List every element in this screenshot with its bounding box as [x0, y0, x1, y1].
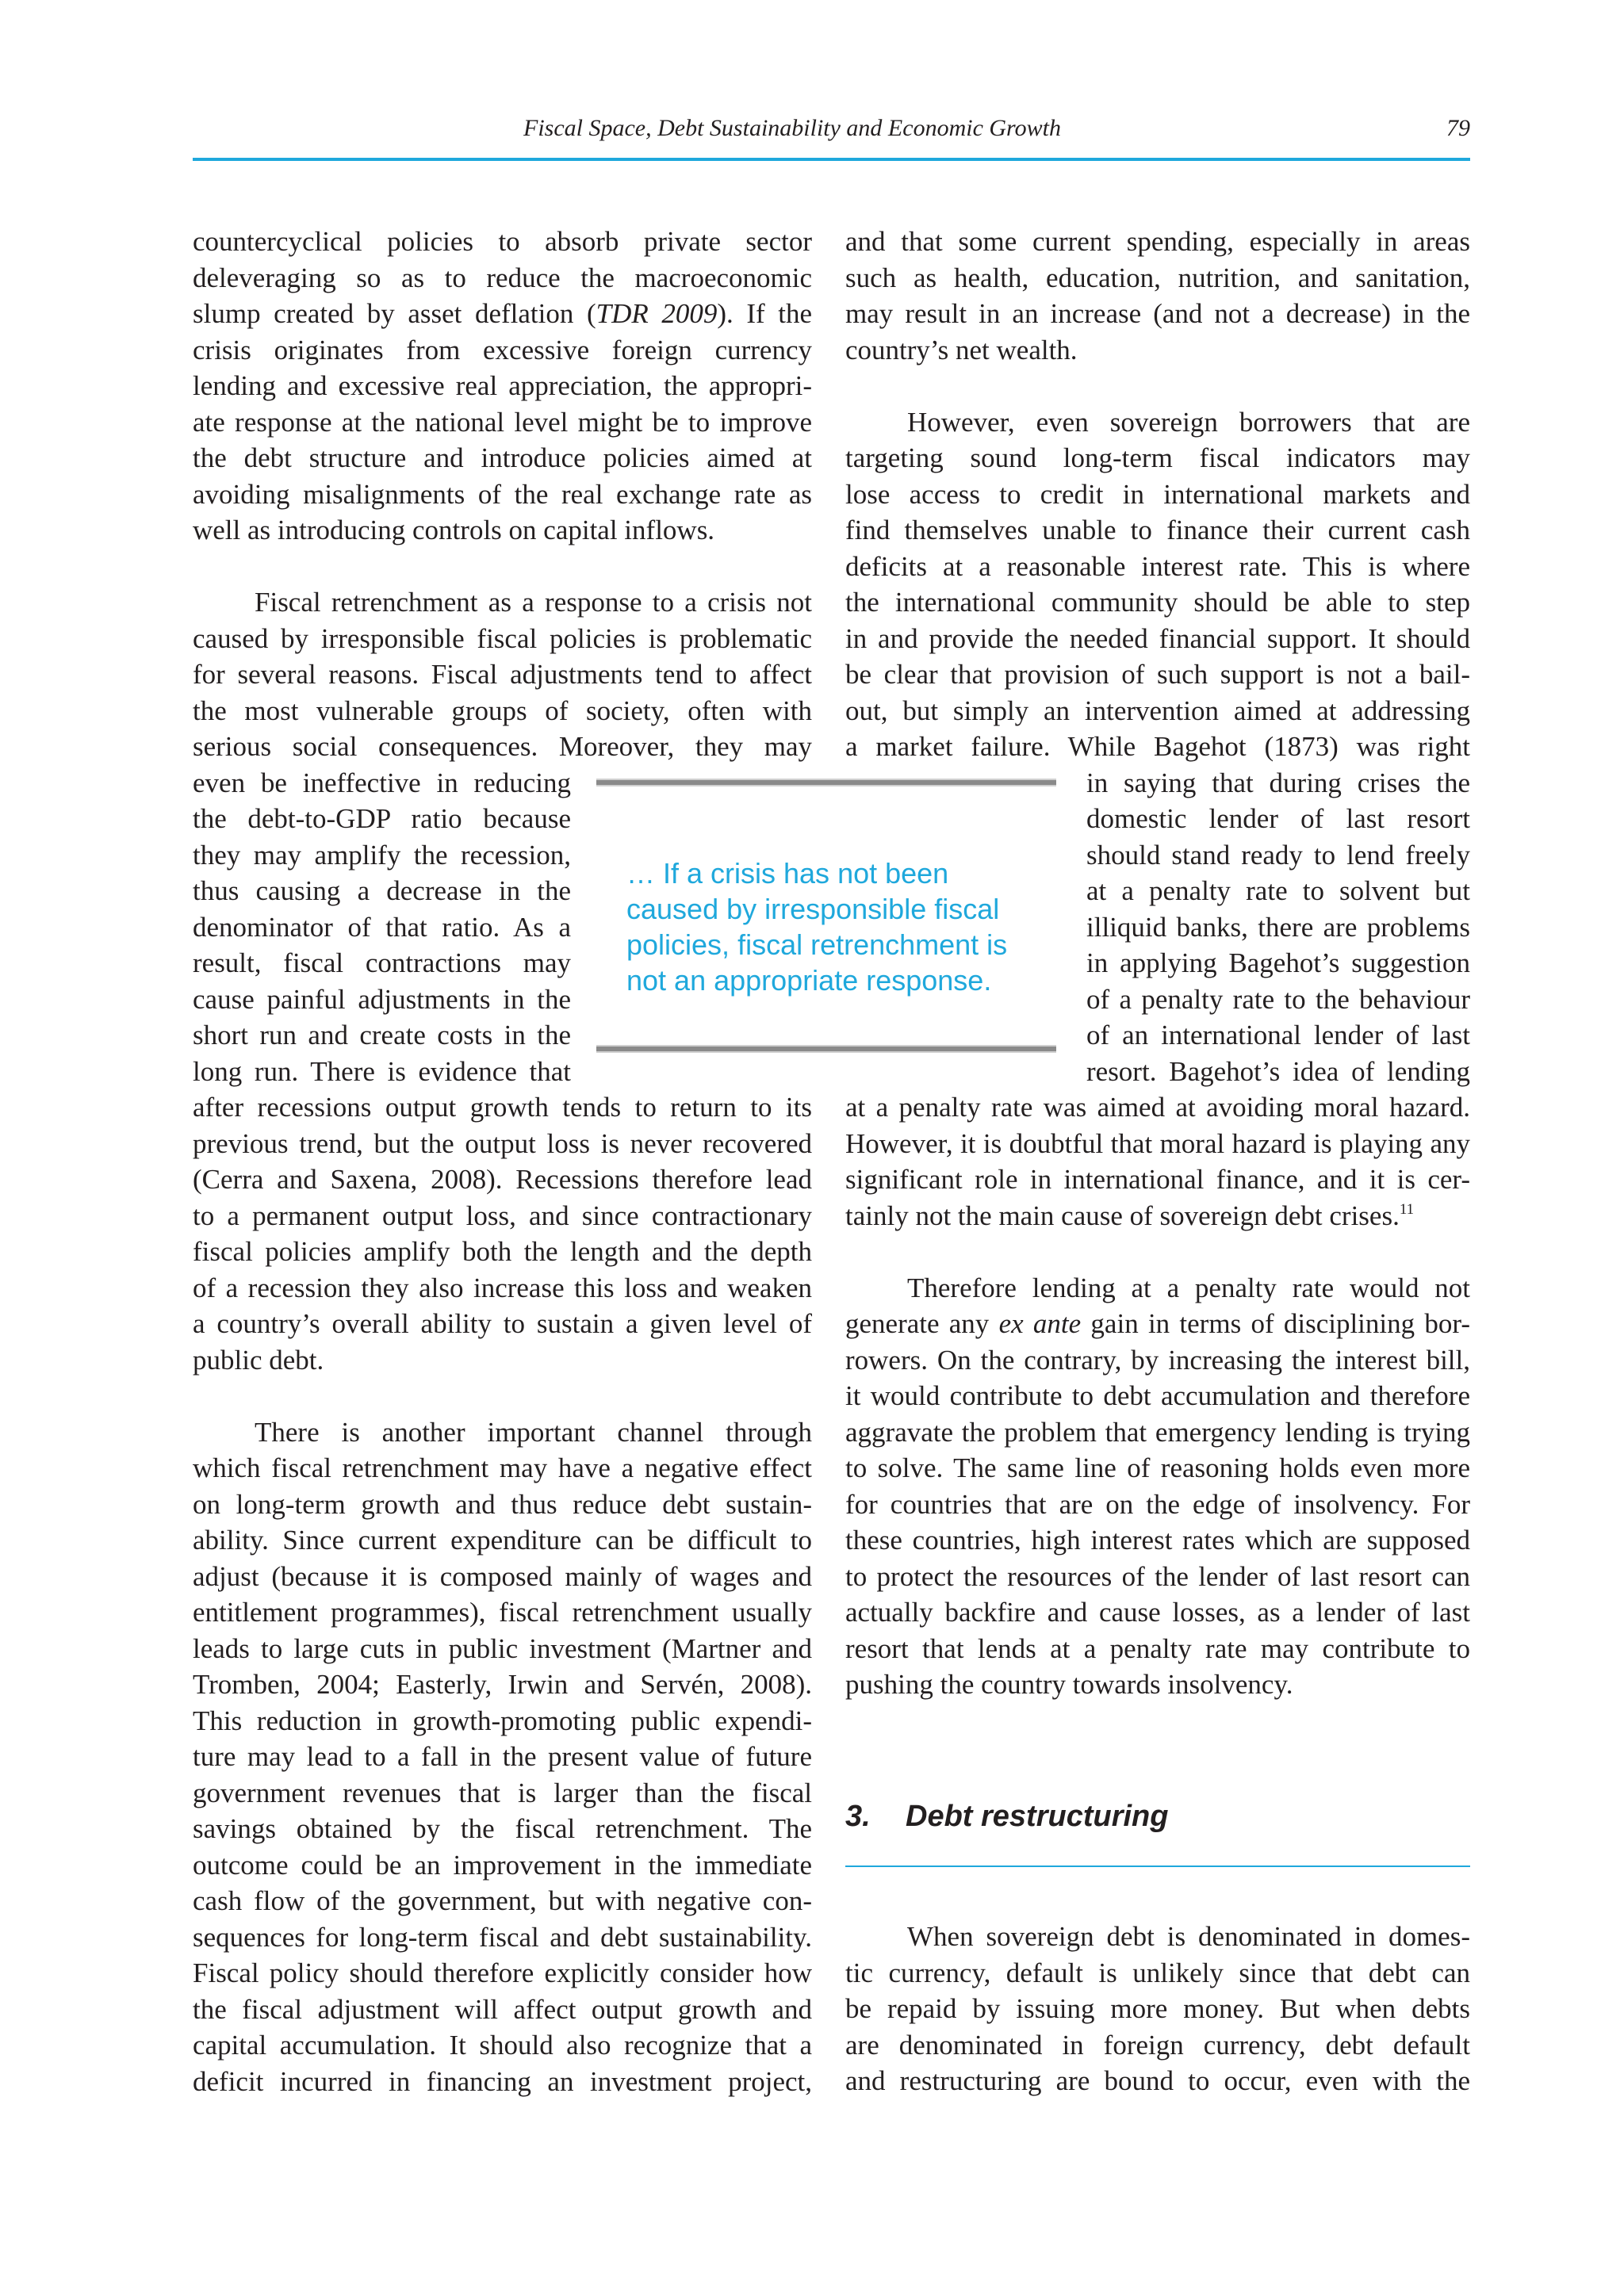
- text-line: denominator of that ratio. As a: [193, 911, 571, 943]
- running-header-title: Fiscal Space, Debt Sustainability and Economic Growth: [523, 115, 1061, 141]
- text-line: avoiding misalignments of the real exchange rate as: [193, 478, 812, 510]
- text-line: entitlement programmes), fiscal retrenchment usually: [193, 1597, 812, 1628]
- left-column-wrap: [193, 765, 571, 1090]
- text-line: pushing the country towards insolvency.: [845, 1669, 1293, 1700]
- footnote-marker: 11: [1399, 1200, 1415, 1218]
- text-line: may result in an increase (and not a decrease) in the: [845, 298, 1470, 329]
- text-line: in and provide the needed financial support. It should: [845, 622, 1470, 654]
- text-line: long run. There is evidence that: [193, 1055, 571, 1087]
- text-line: deficit incurred in financing an investment project,: [193, 2065, 812, 2097]
- right-column-wrap: [1086, 765, 1470, 1090]
- text-line: after recessions output growth tends to return to its: [193, 1092, 812, 1123]
- paragraph-gap: [845, 368, 1470, 404]
- paragraph-gap: [845, 1234, 1470, 1270]
- text-line: ate response at the national level might be to improve: [193, 406, 812, 438]
- text-line: a market failure. While Bagehot (1873) was right: [845, 731, 1470, 762]
- text-line: to solve. The same line of reasoning holds even more: [845, 1452, 1470, 1483]
- right-column-bottom: [845, 1089, 1470, 1703]
- text-line: well as introducing controls on capital inflows.: [193, 515, 715, 545]
- text-line: Therefore lending at a penalty rate would not: [907, 1272, 1470, 1303]
- text-line: significant role in international finance, and it is cer-: [845, 1164, 1470, 1195]
- text-line: they may amplify the recession,: [193, 839, 571, 871]
- text-line: for countries that are on the edge of insolvency. For: [845, 1488, 1470, 1520]
- pull-quote-line: policies, fiscal retrenchment is: [626, 928, 1008, 961]
- text-line: However, even sovereign borrowers that are: [907, 406, 1470, 438]
- text-line: for several reasons. Fiscal adjustments tend to affect: [193, 659, 812, 690]
- text-line: be repaid by issuing more money. But when debts: [845, 1993, 1470, 2024]
- text-line: countercyclical policies to absorb private sector: [193, 226, 812, 257]
- text-line: thus causing a decrease in the: [193, 875, 571, 906]
- text-line: a country’s overall ability to sustain a given level of: [193, 1308, 812, 1339]
- text-line: of an international lender of last: [1086, 1020, 1470, 1050]
- text-line: actually backfire and cause losses, as a lender of last: [845, 1597, 1470, 1628]
- section-heading: [845, 1800, 1168, 1834]
- text-line: sequences for long-term fiscal and debt sustainability.: [193, 1921, 812, 1953]
- text-line: the most vulnerable groups of society, often with: [193, 695, 812, 726]
- text-line: should stand ready to lend freely: [1086, 839, 1470, 871]
- pull-quote-line: caused by irresponsible fiscal: [626, 893, 1000, 925]
- text-line: on long-term growth and thus reduce debt sustain-: [193, 1488, 812, 1520]
- text-line: There is another important channel through: [255, 1416, 812, 1448]
- text-line: resort. Bagehot’s idea of lending: [1086, 1055, 1470, 1087]
- section-number: 3.: [845, 1800, 871, 1833]
- text-line: caused by irresponsible fiscal policies is problematic: [193, 622, 812, 654]
- text-line: government revenues that is larger than the fiscal: [193, 1777, 812, 1808]
- paragraph-gap: [193, 549, 812, 585]
- pull-quote: [596, 779, 1056, 1058]
- text-line: short run and create costs in the: [193, 1020, 571, 1050]
- text-line: find themselves unable to finance their current cash: [845, 515, 1470, 545]
- text-line: However, it is doubtful that moral hazard is playing any: [845, 1127, 1470, 1159]
- text-line: ability. Since current expenditure can be difficult to: [193, 1525, 812, 1556]
- text-line: and restructuring are bound to occur, even with the: [845, 2065, 1470, 2096]
- text-line: out, but simply an intervention aimed at addressing: [845, 695, 1470, 726]
- text-line: the fiscal adjustment will affect output growth and: [193, 1993, 812, 2025]
- text-line: fiscal policies amplify both the length and the depth: [193, 1236, 812, 1267]
- text-line: tic currency, default is unlikely since that debt can: [845, 1957, 1470, 1988]
- text-line: be clear that provision of such support is not a bail-: [845, 659, 1470, 690]
- text-line: slump created by asset deflation (TDR 2009). If the: [193, 298, 812, 329]
- text-line: in applying Bagehot’s suggestion: [1086, 947, 1470, 978]
- text-line: ture may lead to a fall in the present value of future: [193, 1741, 812, 1772]
- text-line: which fiscal retrenchment may have a negative effect: [193, 1452, 812, 1483]
- text-line: lending and excessive real appreciation, the appropri-: [193, 370, 812, 401]
- italic-term: TDR 2009: [596, 298, 718, 329]
- text-line: savings obtained by the fiscal retrenchment. The: [193, 1813, 812, 1844]
- text-line: even be ineffective in reducing: [193, 767, 571, 798]
- text-line: When sovereign debt is denominated in domes-: [907, 1921, 1470, 1952]
- section-title: Debt restructuring: [906, 1800, 1169, 1833]
- text-line: (Cerra and Saxena, 2008). Recessions therefore lead: [193, 1164, 812, 1195]
- text-line: leads to large cuts in public investment (Martner and: [193, 1632, 812, 1664]
- text-span: tainly not the main cause of sovereign debt crises.: [845, 1200, 1400, 1231]
- text-line: it would contribute to debt accumulation and therefore: [845, 1380, 1470, 1411]
- text-line: these countries, high interest rates which are supposed: [845, 1525, 1470, 1556]
- right-column-top: [845, 224, 1470, 765]
- right-column-section: [845, 1919, 1470, 2099]
- text-line: previous trend, but the output loss is never recovered: [193, 1127, 812, 1159]
- italic-term: ex ante: [998, 1308, 1082, 1339]
- text-line: to protect the resources of the lender of last resort can: [845, 1560, 1470, 1592]
- left-column-bottom: [193, 1089, 812, 2099]
- text-line: the debt-to-GDP ratio because: [193, 803, 571, 834]
- left-column-top: [193, 224, 812, 765]
- text-line: resort that lends at a penalty rate may contribute to: [845, 1632, 1470, 1664]
- page-number: 79: [1446, 115, 1470, 141]
- text-line: the debt structure and introduce policies aimed at: [193, 442, 812, 473]
- text-line: cause painful adjustments in the: [193, 983, 571, 1015]
- text-line: are denominated in foreign currency, debt default: [845, 2029, 1470, 2061]
- text-line: in saying that during crises the: [1086, 767, 1470, 798]
- text-line: rowers. On the contrary, by increasing the interest bill,: [845, 1344, 1470, 1376]
- text-line: adjust (because it is composed mainly of wages and: [193, 1560, 812, 1592]
- text-line: domestic lender of last resort: [1086, 803, 1470, 834]
- text-line: serious social consequences. Moreover, they may: [193, 731, 812, 762]
- text-line: deficits at a reasonable interest rate. This is where: [845, 550, 1470, 582]
- text-line: illiquid banks, there are problems: [1086, 911, 1470, 943]
- text-line: Tromben, 2004; Easterly, Irwin and Servén, 2008).: [193, 1669, 812, 1700]
- pull-quote-line: not an appropriate response.: [626, 964, 992, 997]
- pull-quote-text: [626, 855, 1047, 998]
- text-line: result, fiscal contractions may: [193, 947, 571, 978]
- text-line: capital accumulation. It should also recognize that a: [193, 2030, 812, 2061]
- text-line: lose access to credit in international markets and: [845, 478, 1470, 510]
- text-line: outcome could be an improvement in the immediate: [193, 1849, 812, 1881]
- text-line: at a penalty rate to solvent but: [1086, 875, 1470, 906]
- text-line: deleveraging so as to reduce the macroeconomic: [193, 262, 812, 293]
- text-line: such as health, education, nutrition, and sanitation,: [845, 262, 1470, 293]
- pull-quote-top-rule: [596, 779, 1056, 786]
- text-line: of a penalty rate to the behaviour: [1086, 983, 1470, 1015]
- text-span: generate any: [845, 1308, 999, 1339]
- text-line: cash flow of the government, but with negative con-: [193, 1885, 812, 1916]
- text-line: country’s net wealth.: [845, 334, 1078, 365]
- text-line: and that some current spending, especially in areas: [845, 226, 1470, 257]
- text-line: targeting sound long-term fiscal indicators may: [845, 442, 1470, 473]
- header-rule: [193, 158, 1470, 161]
- text-line: the international community should be able to step: [845, 587, 1470, 618]
- pull-quote-bottom-rule: [596, 1045, 1056, 1053]
- text-line: to a permanent output loss, and since contractionary: [193, 1200, 812, 1231]
- pull-quote-line: … If a crisis has not been: [626, 857, 949, 890]
- text-line: aggravate the problem that emergency lending is trying: [845, 1416, 1470, 1448]
- text-line: This reduction in growth-promoting public expendi-: [193, 1705, 812, 1736]
- text-line-ex-ante: [845, 1306, 1470, 1342]
- text-line: public debt.: [193, 1344, 324, 1376]
- text-line: at a penalty rate was aimed at avoiding moral hazard.: [845, 1092, 1470, 1123]
- paragraph-gap: [193, 1378, 812, 1414]
- text-line: Fiscal retrenchment as a response to a crisis not: [255, 587, 812, 618]
- text-line-with-footnote: [845, 1198, 1470, 1234]
- text-line: of a recession they also increase this loss and weaken: [193, 1272, 812, 1303]
- text-line: Fiscal policy should therefore explicitly consider how: [193, 1957, 812, 1988]
- text-span: gain in terms of disciplining bor-: [1081, 1308, 1470, 1339]
- text-line: crisis originates from excessive foreign currency: [193, 334, 812, 365]
- section-rule: [845, 1866, 1470, 1867]
